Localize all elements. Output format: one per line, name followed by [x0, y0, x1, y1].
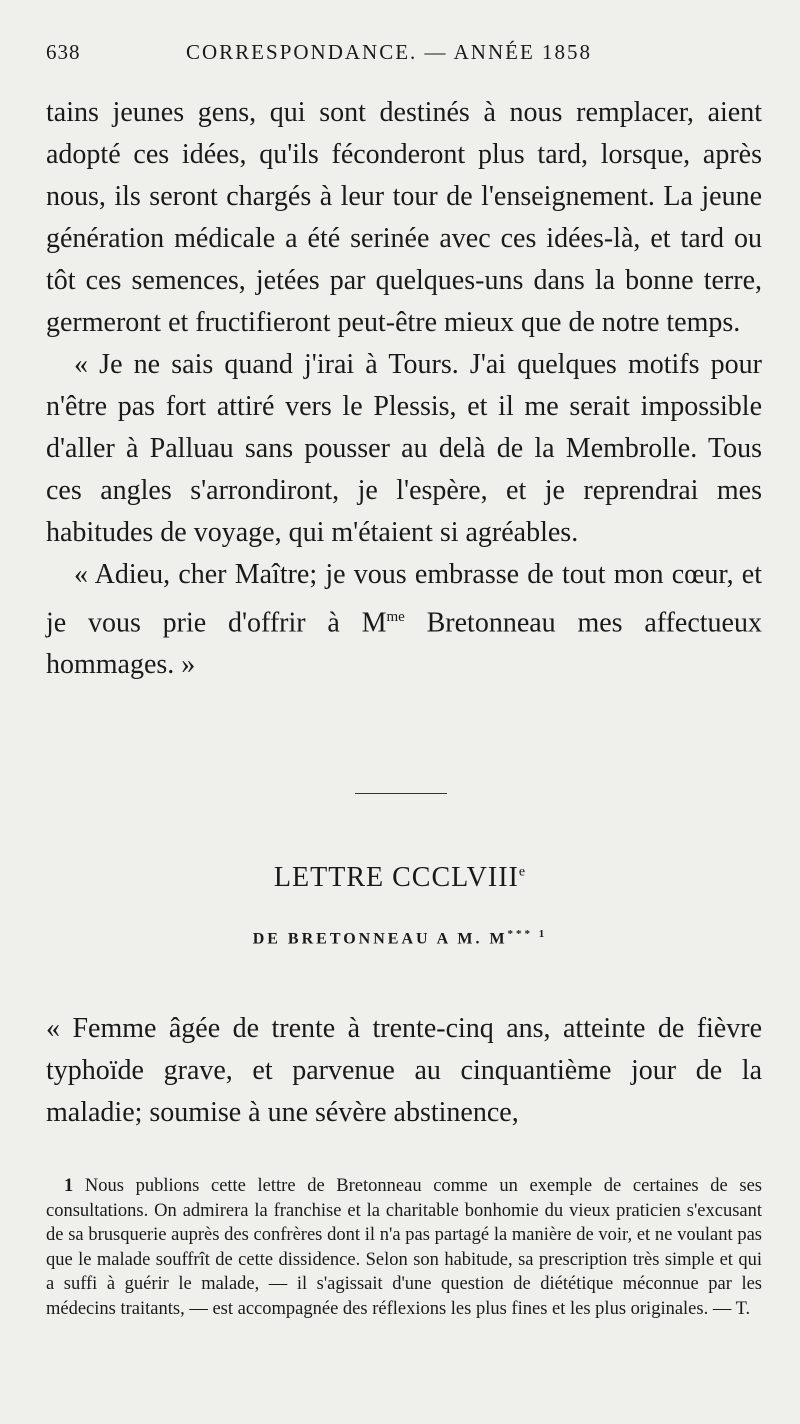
- running-title: CORRESPONDANCE. — ANNÉE 1858: [186, 40, 593, 64]
- footnote: [46, 1174, 762, 1321]
- letter-title: [0, 862, 800, 894]
- letter-title-superscript: e: [518, 864, 527, 880]
- letter-subtitle-text: DE BRETONNEAU A M. M: [252, 930, 508, 948]
- page-number: 638: [46, 40, 81, 64]
- footnote-paragraph: [46, 1174, 762, 1321]
- paragraph-3: [46, 554, 762, 686]
- letter-body: [46, 1008, 762, 1134]
- paragraph-3-text-a: « Adieu, cher Maître; je vous embrasse de tout mon cœur, et je vous prie d'offrir à M: [46, 559, 762, 639]
- letter-subtitle-superscript: *** 1: [507, 928, 548, 940]
- letter-title-text: LETTRE CCCLVIII: [273, 862, 519, 893]
- main-text: [46, 92, 762, 686]
- running-head: [46, 40, 758, 76]
- paragraph-3-superscript: me: [386, 609, 405, 625]
- section-separator-rule: [355, 793, 447, 794]
- letter-subtitle: [0, 928, 800, 948]
- paragraph-2: « Je ne sais quand j'irai à Tours. J'ai quelques motifs pour n'être pas fort attiré vers le Plessis, et il me serait impossible d'aller à Palluau sans pousser au delà de la Membrolle. Tous ces angles s'arrondiront, je l'espère, et je reprendrai mes habitudes de voyage, qui m'étaient si agréables.: [46, 349, 762, 548]
- paragraph-1: tains jeunes gens, qui sont destinés à nous remplacer, aient adopté ces idées, qu'ils féconderont plus tard, lorsque, après nous, ils seront chargés à leur tour de l'enseignement. La jeune génération médicale a été serinée avec ces idées-là, et tard ou tôt ces semences, jetées par quelques-uns dans la bonne terre, germeront et fructifieront peut-être mieux que de notre temps.: [46, 97, 762, 338]
- footnote-marker: 1: [64, 1176, 74, 1196]
- footnote-text: Nous publions cette lettre de Bretonneau comme un exemple de certaines de ses consultations. On admirera la franchise et la charitable bonhomie du vieux praticien s'excusant de sa brusquerie auprès des confrères dont il n'a pas partagé la manière de voir, et ne voulant pas que le malade souffrît de cette dissidence. Selon son habitude, sa prescription très simple et qui a suffi à guérir le malade, — il s'agissait d'une question de diététique méconnue par les médecins traitants, — est accompagnée des réflexions les plus fines et les plus originales. — T.: [46, 1176, 762, 1319]
- letter-opening: « Femme âgée de trente à trente-cinq ans, atteinte de fièvre typhoïde grave, et parvenue au cinquantième jour de la maladie; soumise à une sévère abstinence,: [46, 1013, 762, 1128]
- paragraph-3-text-b: Bretonneau mes affectueux hommages. »: [46, 607, 762, 681]
